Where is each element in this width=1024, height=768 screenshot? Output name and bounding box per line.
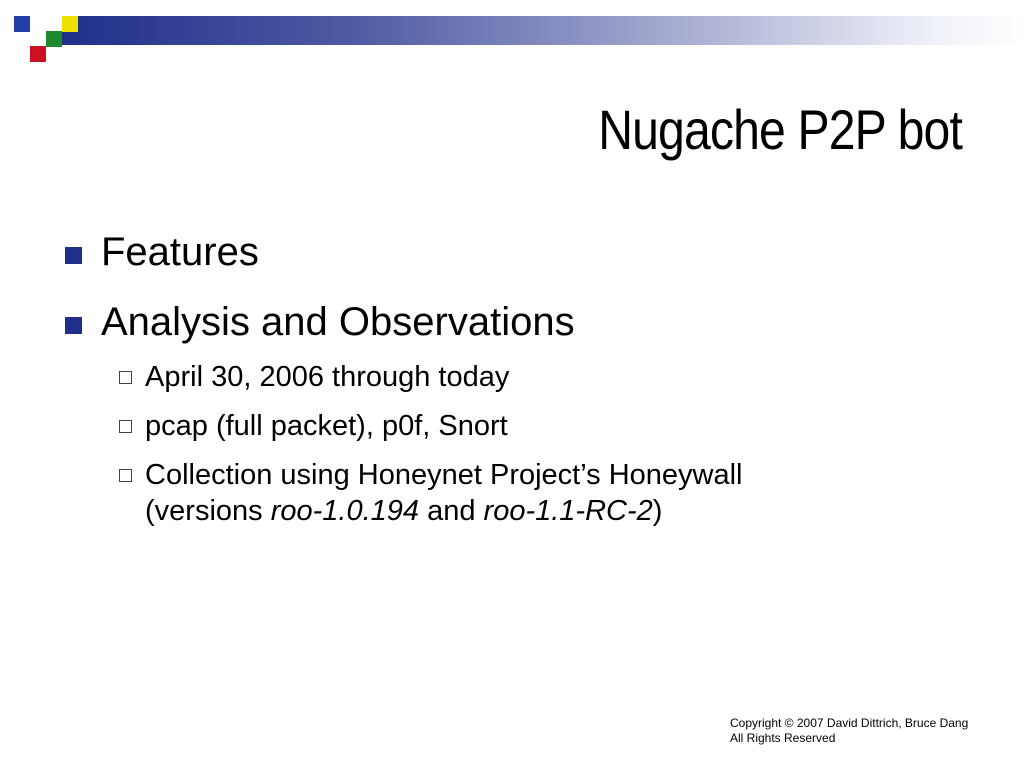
square-white bbox=[30, 31, 46, 47]
square-yellow bbox=[62, 16, 78, 32]
sub-bullet-conjunction: and bbox=[419, 495, 484, 527]
sub-bullet-item bbox=[119, 408, 964, 444]
sub-bullet-text-prefix: (versions bbox=[145, 495, 271, 527]
header-gradient-bar bbox=[62, 16, 1024, 45]
bullet-item bbox=[64, 298, 964, 346]
sub-bullet-item bbox=[119, 457, 964, 529]
page-title: Nugache P2P bot bbox=[598, 98, 962, 161]
square-green bbox=[46, 31, 62, 47]
bullet-list bbox=[64, 228, 964, 542]
sub-bullet-suffix: ) bbox=[652, 495, 663, 527]
sub-bullet-text: April 30, 2006 through today bbox=[145, 361, 510, 393]
hollow-square-bullet-icon bbox=[119, 469, 132, 482]
bullet-item bbox=[64, 228, 964, 276]
square-bullet-icon bbox=[65, 247, 82, 264]
decorative-squares-icon bbox=[0, 0, 80, 64]
version-roo-1-0-194: roo-1.0.194 bbox=[270, 495, 420, 527]
copyright-text: Copyright © 2007 David Dittrich, Bruce Dang bbox=[730, 716, 969, 730]
bullet-text: Features bbox=[101, 230, 259, 274]
square-bullet-icon bbox=[65, 317, 82, 334]
square-red bbox=[30, 46, 46, 62]
sub-bullet-item bbox=[119, 359, 964, 395]
rights-text: All Rights Reserved bbox=[730, 731, 836, 745]
sub-bullet-text-line1: Collection using Honeynet Project’s Honeywall bbox=[145, 459, 743, 491]
version-roo-1-1-rc-2: roo-1.1-RC-2 bbox=[483, 495, 653, 527]
copyright-footer bbox=[730, 716, 968, 746]
sub-bullet-text: pcap (full packet), p0f, Snort bbox=[145, 410, 508, 442]
square-blue bbox=[14, 16, 30, 32]
bullet-text: Analysis and Observations bbox=[101, 300, 575, 344]
hollow-square-bullet-icon bbox=[119, 420, 132, 433]
hollow-square-bullet-icon bbox=[119, 371, 132, 384]
